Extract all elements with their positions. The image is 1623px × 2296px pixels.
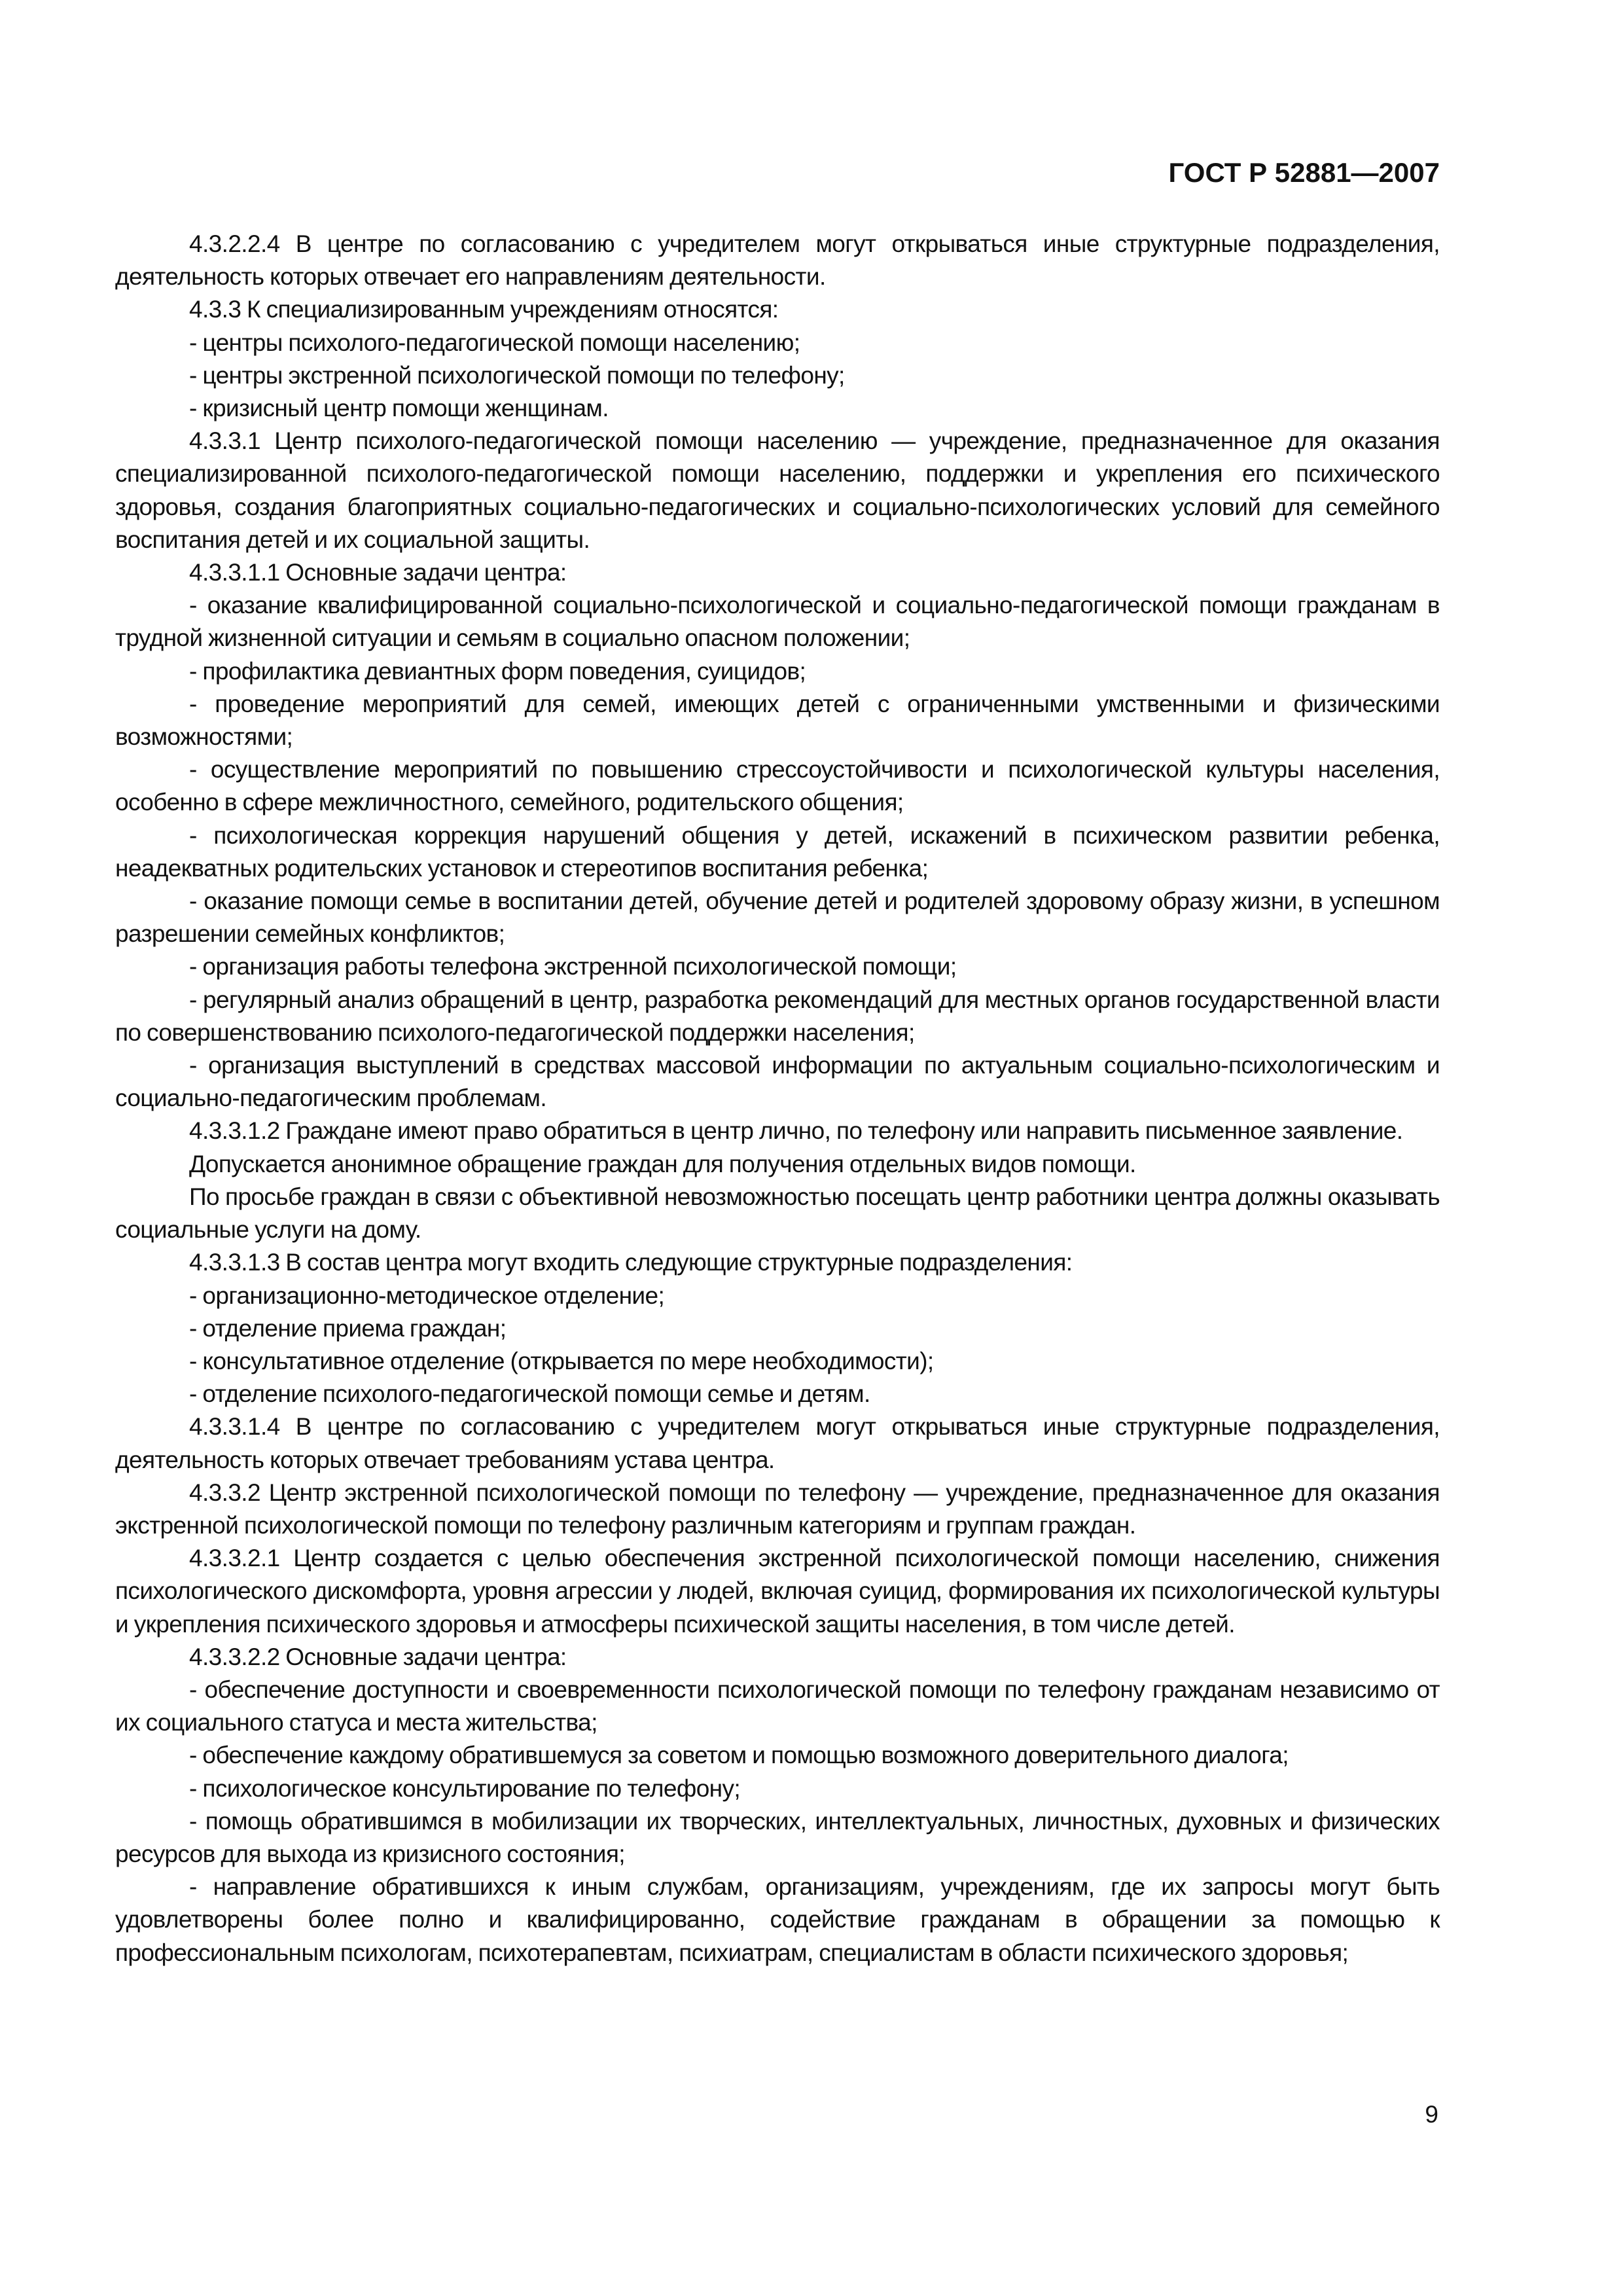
list-item: - помощь обратившимся в мобилизации их творческих, интеллектуальных, личностных, духовных и физических ресурсов для выхода из кризисного состояния; <box>115 1807 1440 1867</box>
list-item: - организация работы телефона экстренной психологической помощи; <box>189 953 957 980</box>
list-item: - центры экстренной психологической помощи по телефону; <box>189 361 845 389</box>
list-item: - организационно-методическое отделение; <box>189 1282 665 1309</box>
paragraph: 4.3.3.1.1 Основные задачи центра: <box>189 559 567 586</box>
list-item: - оказание квалифицированной социально-психологической и социально-педагогической помощи гражданам в трудной жизненной ситуации и семьям в социально опасном положении; <box>115 592 1440 652</box>
list-item: - кризисный центр помощи женщинам. <box>189 395 609 422</box>
paragraph: 4.3.3.1 Центр психолого-педагогической помощи населению — учреждение, предназначенное для оказания специализированной психолого-педагогической помощи населению, поддержки и укрепления его психического здоровья, создания благоприятных социально-педагогических и социально-психологических условий для семейного воспитания детей и их социальной защиты. <box>115 427 1440 553</box>
list-item: - психологическая коррекция нарушений общения у детей, искажений в психическом развитии ребенка, неадекватных родительских установок и стереотипов воспитания ребенка; <box>115 821 1440 882</box>
paragraph: 4.3.3.2 Центр экстренной психологической помощи по телефону — учреждение, предназначенное для оказания экстренной психологической помощи по телефону различным категориям и группам граждан. <box>115 1479 1440 1539</box>
paragraph: 4.3.2.2.4 В центре по согласованию с учредителем могут открываться иные структурные подразделения, деятельность которых отвечает его направлениям деятельности. <box>115 230 1440 291</box>
paragraph: 4.3.3.1.2 Граждане имеют право обратиться в центр лично, по телефону или направить письменное заявление. <box>189 1117 1403 1145</box>
paragraph: 4.3.3.1.4 В центре по согласованию с учредителем могут открываться иные структурные подразделения, деятельность которых отвечает требованиям устава центра. <box>115 1413 1440 1473</box>
list-item: - оказание помощи семье в воспитании детей, обучение детей и родителей здоровому образу жизни, в успешном разрешении семейных конфликтов; <box>115 888 1440 948</box>
paragraph: 4.3.3.2.2 Основные задачи центра: <box>189 1643 567 1670</box>
document-header: ГОСТ Р 52881—2007 <box>1168 157 1440 188</box>
paragraph: 4.3.3.1.3 В состав центра могут входить следующие структурные подразделения: <box>189 1249 1073 1276</box>
list-item: - обеспечение доступности и своевременности психологической помощи по телефону гражданам независимо от их социального статуса и места жительства; <box>115 1676 1440 1736</box>
list-item: - отделение психолого-педагогической помощи семье и детям. <box>189 1380 870 1408</box>
list-item: - осуществление мероприятий по повышению стрессоустойчивости и психологической культуры населения, особенно в сфере межличностного, семейного, родительского общения; <box>115 756 1440 816</box>
list-item: - направление обратившихся к иным службам, организациям, учреждениям, где их запросы могут быть удовлетворены более полно и квалифицированно, содействие гражданам в обращении за помощью к профессиональным психологам, психотерапевтам, психиатрам, специалистам в области психического здоровья; <box>115 1873 1440 1966</box>
list-item: - отделение приема граждан; <box>189 1314 507 1342</box>
list-item: - центры психолого-педагогической помощи населению; <box>189 329 800 356</box>
document-body <box>115 228 1440 1969</box>
list-item: - регулярный анализ обращений в центр, разработка рекомендаций для местных органов государственной власти по совершенствованию психолого-педагогической поддержки населения; <box>115 986 1440 1046</box>
list-item: - проведение мероприятий для семей, имеющих детей с ограниченными умственными и физическими возможностями; <box>115 690 1440 751</box>
list-item: - организация выступлений в средствах массовой информации по актуальным социально-психологическим и социально-педагогическим проблемам. <box>115 1052 1440 1112</box>
paragraph: По просьбе граждан в связи с объективной невозможностью посещать центр работники центра должны оказывать социальные услуги на дому. <box>115 1183 1440 1244</box>
paragraph: Допускается анонимное обращение граждан для получения отдельных видов помощи. <box>189 1150 1136 1177</box>
list-item: - психологическое консультирование по телефону; <box>189 1774 741 1802</box>
list-item: - консультативное отделение (открывается по мере необходимости); <box>189 1347 934 1374</box>
paragraph: 4.3.3 К специализированным учреждениям относятся: <box>189 296 779 323</box>
paragraph: 4.3.3.2.1 Центр создается с целью обеспечения экстренной психологической помощи населению, снижения психологического дискомфорта, уровня агрессии у людей, включая суицид, формирования их психологической культуры и укрепления психического здоровья и атмосферы психической защиты населения, в том числе детей. <box>115 1545 1440 1638</box>
page-number: 9 <box>1425 2101 1438 2128</box>
list-item: - профилактика девиантных форм поведения, суицидов; <box>189 657 806 685</box>
list-item: - обеспечение каждому обратившемуся за советом и помощью возможного доверительного диалога; <box>189 1742 1289 1769</box>
